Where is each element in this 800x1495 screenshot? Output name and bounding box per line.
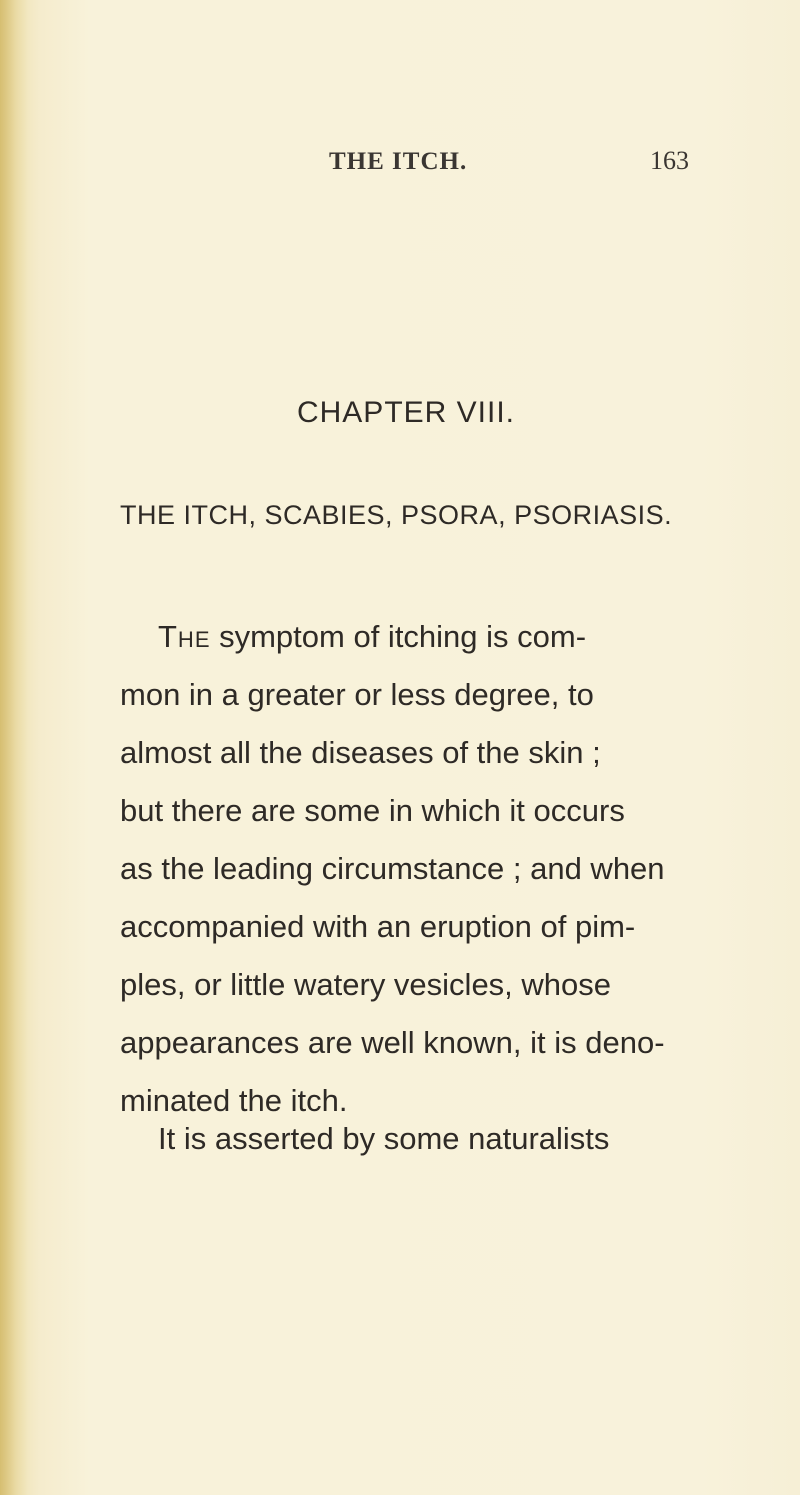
paragraph-1-line: accompanied with an eruption of pim-	[120, 909, 636, 944]
paragraph-1-line: appearances are well known, it is deno-	[120, 1025, 665, 1060]
page-number: 163	[650, 146, 689, 175]
page-gutter-shadow	[0, 0, 28, 1495]
paragraph-1-line: but there are some in which it occurs	[120, 793, 625, 828]
paragraph-1-line	[120, 608, 790, 666]
paragraph-1-line: mon in a greater or less degree, to	[120, 677, 594, 712]
paragraph-1-line: as the leading circumstance ; and when	[120, 851, 665, 886]
paragraph-1-line: minated the itch.	[120, 1083, 348, 1118]
paragraph-1-line-text: symptom of itching is com-	[210, 619, 587, 654]
paragraph-2	[158, 1110, 798, 1168]
paragraph-1-line: almost all the diseases of the skin ;	[120, 735, 601, 770]
chapter-heading: CHAPTER VIII.	[296, 396, 516, 429]
paragraph-2-line: It is asserted by some naturalists	[158, 1121, 610, 1156]
paragraph-1	[120, 608, 790, 1130]
lead-word: The	[158, 619, 211, 654]
chapter-subtitle: THE ITCH, SCABIES, PSORA, PSORIASIS.	[120, 500, 673, 530]
paragraph-1-line: ples, or little watery vesicles, whose	[120, 967, 612, 1002]
running-head-title: THE ITCH.	[329, 148, 468, 175]
running-head	[0, 140, 800, 180]
